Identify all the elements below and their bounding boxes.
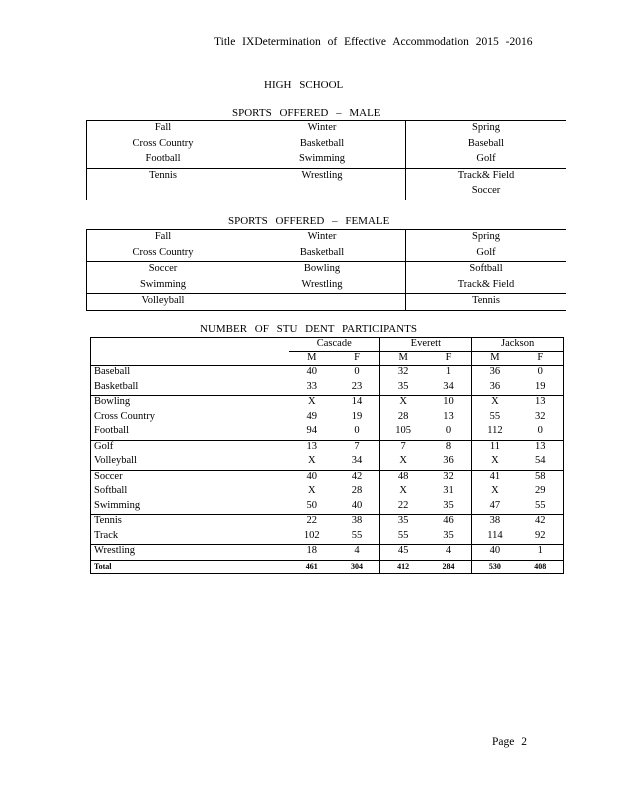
participant-count: 19 <box>335 411 380 426</box>
male-cell <box>239 184 406 200</box>
participant-count: 55 <box>335 530 380 545</box>
participant-count: 94 <box>306 425 318 436</box>
participant-count: 40 <box>289 366 334 381</box>
participant-count: 13 <box>426 411 472 426</box>
female-cell: Basketball <box>239 246 406 262</box>
participant-count: 42 <box>335 470 380 485</box>
male-cell: Fall <box>87 121 240 137</box>
participant-count: 105 <box>395 425 412 436</box>
participant-count: X <box>307 455 316 466</box>
participant-count: 530 <box>472 560 518 573</box>
participant-count: 40 <box>289 470 334 485</box>
participant-count: 48 <box>380 470 426 485</box>
participant-count: 45 <box>380 545 426 561</box>
participant-count: 35 <box>380 515 426 530</box>
participant-count: 4 <box>426 545 472 561</box>
sport-name: Total <box>91 560 290 573</box>
participant-count: 35 <box>397 380 409 392</box>
female-cell: Softball <box>406 262 567 278</box>
participant-count: 22 <box>289 515 334 530</box>
sport-name: Baseball <box>91 366 290 381</box>
sport-name: Soccer <box>91 470 290 485</box>
participant-count: 18 <box>289 545 334 561</box>
male-cell: Football <box>87 152 240 168</box>
sport-name: Golf <box>91 440 290 455</box>
participant-count: 13 <box>518 396 564 411</box>
sport-name: Swimming <box>94 499 141 511</box>
participant-count: 38 <box>472 515 518 530</box>
male-cell: Baseball <box>467 137 505 149</box>
participant-count: 55 <box>535 499 546 511</box>
participant-count: 1 <box>518 545 564 561</box>
participant-count: 36 <box>426 455 472 470</box>
participant-count: 0 <box>426 425 472 440</box>
table-row <box>91 515 564 530</box>
participant-count: 1 <box>426 366 472 381</box>
participant-count: 19 <box>535 380 546 392</box>
participant-count: 36 <box>489 380 501 392</box>
participant-count: 112 <box>487 425 503 436</box>
participant-count: 7 <box>335 440 380 455</box>
participant-count: X <box>289 396 334 411</box>
participant-count: 42 <box>518 515 564 530</box>
participant-count: 28 <box>335 485 380 500</box>
sport-name: Volleyball <box>94 455 137 466</box>
participants-table <box>90 337 564 574</box>
participant-count: 102 <box>303 529 320 541</box>
male-cell: Tennis <box>87 168 240 184</box>
participant-count: 13 <box>518 440 564 455</box>
female-cell: Wrestling <box>239 278 406 294</box>
male-cell: Golf <box>476 153 496 164</box>
participant-count: 0 <box>335 425 380 440</box>
participant-count: 0 <box>518 366 564 381</box>
participant-count: 36 <box>472 366 518 381</box>
school-header: Jackson <box>472 338 564 352</box>
female-cell: Soccer <box>87 262 240 278</box>
gender-label: M <box>490 352 500 363</box>
sport-name: Softball <box>94 485 128 496</box>
table-row <box>91 411 564 426</box>
participant-count: 47 <box>489 499 501 511</box>
participant-count: 35 <box>426 500 472 515</box>
table-row <box>91 530 564 545</box>
participant-count: 22 <box>397 499 409 511</box>
participant-count: 304 <box>335 560 380 573</box>
total-row <box>91 560 564 573</box>
female-cell <box>239 294 406 311</box>
table-row <box>91 366 564 381</box>
document-title: Title IXDetermination of Effective Accommodation 2015 -2016 <box>214 36 533 48</box>
participant-count: 32 <box>380 366 426 381</box>
female-cell: Volleyball <box>87 294 240 311</box>
table-row <box>91 485 564 500</box>
female-cell: Golf <box>476 246 496 258</box>
table-row <box>91 500 564 515</box>
participant-count: X <box>399 485 407 496</box>
participant-count: 40 <box>335 500 380 515</box>
male-sports-table <box>86 120 566 200</box>
male-cell: Cross Country <box>87 137 240 153</box>
participant-count: 8 <box>426 440 472 455</box>
participant-count: X <box>491 485 499 496</box>
table-row <box>91 545 564 561</box>
page-number: Page 2 <box>492 736 527 748</box>
participant-count: X <box>399 455 407 466</box>
participant-count: 7 <box>380 440 426 455</box>
participant-count: 49 <box>306 410 318 422</box>
gender-label: M <box>307 352 317 363</box>
participant-count: 40 <box>472 545 518 561</box>
male-cell: Wrestling <box>239 168 406 184</box>
participant-count: X <box>380 396 426 411</box>
female-sports-table <box>86 229 566 311</box>
participant-count: 412 <box>380 560 426 573</box>
participant-count: 284 <box>426 560 472 573</box>
sport-name: Cross Country <box>94 410 155 422</box>
gender-label: F <box>335 352 380 366</box>
participant-count: 14 <box>335 396 380 411</box>
participant-count: 32 <box>426 470 472 485</box>
participant-count: 50 <box>306 499 318 511</box>
participant-count: 92 <box>535 529 546 541</box>
male-cell: Soccer <box>471 185 501 196</box>
sport-name: Tennis <box>91 515 290 530</box>
female-cell: Spring <box>406 230 567 246</box>
sport-name: Basketball <box>94 380 139 392</box>
table-row <box>91 470 564 485</box>
participant-count: 29 <box>535 485 546 496</box>
male-cell: Winter <box>239 121 406 137</box>
participant-count: 13 <box>289 440 334 455</box>
participant-count: 38 <box>335 515 380 530</box>
participant-count: 408 <box>518 560 564 573</box>
female-cell: Winter <box>239 230 406 246</box>
participant-count: 28 <box>397 410 409 422</box>
participant-count: 0 <box>537 425 543 436</box>
male-cell: Basketball <box>239 137 406 153</box>
school-header: Everett <box>380 338 472 352</box>
participant-count: 114 <box>487 529 503 541</box>
participant-count: 33 <box>306 380 318 392</box>
participant-count: X <box>472 396 518 411</box>
female-cell: Fall <box>87 230 240 246</box>
sport-name: Bowling <box>91 396 290 411</box>
female-cell: Swimming <box>87 278 240 294</box>
participant-count: X <box>307 485 316 496</box>
participant-count: X <box>491 455 499 466</box>
participant-count: 0 <box>335 366 380 381</box>
participant-count: 31 <box>426 485 472 500</box>
school-level-heading: HIGH SCHOOL <box>264 79 344 91</box>
male-cell: Swimming <box>239 152 406 168</box>
gender-label: F <box>426 352 472 366</box>
participant-count: 32 <box>535 410 546 422</box>
participant-count: 58 <box>518 470 564 485</box>
female-cell: Track& Field <box>457 278 515 290</box>
participant-count: 41 <box>472 470 518 485</box>
male-sports-heading: SPORTS OFFERED – MALE <box>232 107 381 119</box>
male-cell: Spring <box>406 121 567 137</box>
female-cell: Bowling <box>239 262 406 278</box>
sport-name: Football <box>94 425 130 436</box>
participant-count: 55 <box>489 410 501 422</box>
school-header: Cascade <box>289 338 380 352</box>
sport-name: Track <box>94 529 119 541</box>
female-cell: Cross Country <box>87 246 240 262</box>
table-row <box>91 440 564 455</box>
participant-count: 23 <box>335 381 380 396</box>
participant-count: 11 <box>472 440 518 455</box>
male-cell <box>87 184 240 200</box>
participants-heading: NUMBER OF STU DENT PARTICIPANTS <box>200 323 417 335</box>
participant-count: 55 <box>397 529 409 541</box>
gender-label: F <box>537 352 544 363</box>
table-row <box>91 425 564 440</box>
participant-count: 35 <box>426 530 472 545</box>
female-cell: Tennis <box>406 294 567 311</box>
participant-count: 34 <box>426 381 472 396</box>
participant-count: 4 <box>335 545 380 561</box>
gender-label: M <box>398 352 408 363</box>
table-row <box>91 396 564 411</box>
participant-count: 34 <box>335 455 380 470</box>
table-row <box>91 455 564 470</box>
female-sports-heading: SPORTS OFFERED – FEMALE <box>228 215 390 227</box>
male-cell: Track& Field <box>406 168 567 184</box>
participant-count: 54 <box>535 455 546 466</box>
sport-name: Wrestling <box>91 545 290 561</box>
participant-count: 10 <box>426 396 472 411</box>
participant-count: 46 <box>426 515 472 530</box>
participant-count: 461 <box>289 560 334 573</box>
table-row <box>91 381 564 396</box>
